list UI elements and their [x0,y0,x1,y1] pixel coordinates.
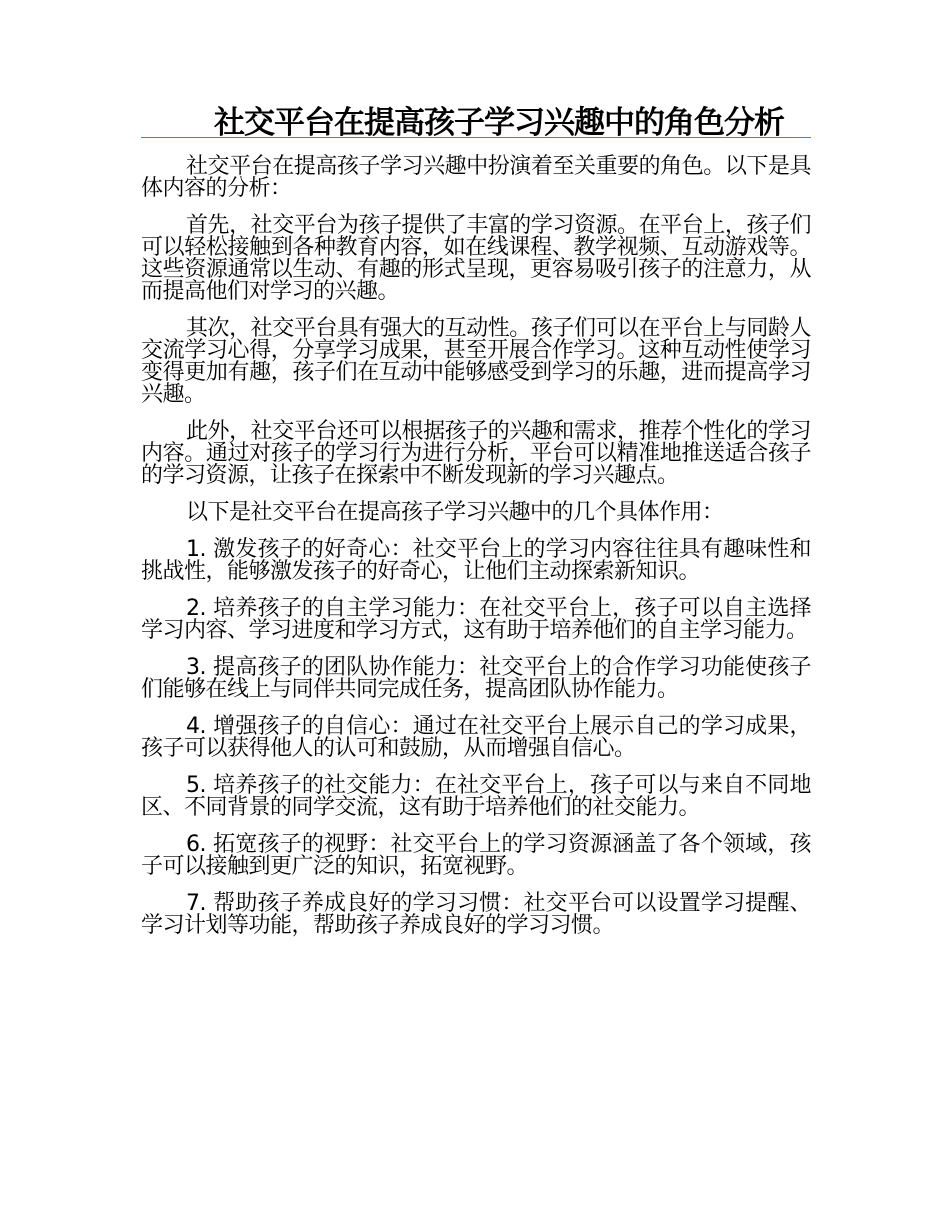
document-title: 社交平台在提高孩子学习兴趣中的角色分析 [214,105,784,141]
document-page [141,104,811,952]
paragraph-intro: 社交平台在提高孩子学习兴趣中扮演着至关重要的角色。以下是具体内容的分析： [141,154,811,201]
paragraph-interaction: 其次，社交平台具有强大的互动性。孩子们可以在平台上与同龄人交流学习心得，分享学习成果，甚至开展合作学习。这种互动性使学习变得更加有趣，孩子们在互动中能够感受到学习的乐趣，进而提高学习兴趣。 [141,316,811,407]
list-item-teamwork: 3. 提高孩子的团队协作能力：社交平台上的合作学习功能使孩子们能够在线上与同伴共同完成任务，提高团队协作能力。 [141,655,811,702]
list-item-habits: 7. 帮助孩子养成良好的学习习惯：社交平台可以设置学习提醒、学习计划等功能，帮助孩子养成良好的学习习惯。 [141,891,811,938]
list-item-curiosity: 1. 激发孩子的好奇心：社交平台上的学习内容往往具有趣味性和挑战性，能够激发孩子的好奇心，让他们主动探索新知识。 [141,537,811,584]
list-item-social-skills: 5. 培养孩子的社交能力：在社交平台上，孩子可以与来自不同地区、不同背景的同学交流，这有助于培养他们的社交能力。 [141,773,811,820]
list-item-confidence: 4. 增强孩子的自信心：通过在社交平台上展示自己的学习成果，孩子可以获得他人的认可和鼓励，从而增强自信心。 [141,714,811,761]
paragraph-resources: 首先，社交平台为孩子提供了丰富的学习资源。在平台上，孩子们可以轻松接触到各种教育内容，如在线课程、教学视频、互动游戏等。这些资源通常以生动、有趣的形式呈现，更容易吸引孩子的注意力，从而提高他们对学习的兴趣。 [141,213,811,304]
paragraph-personalization: 此外，社交平台还可以根据孩子的兴趣和需求，推荐个性化的学习内容。通过对孩子的学习行为进行分析，平台可以精准地推送适合孩子的学习资源，让孩子在探索中不断发现新的学习兴趣点。 [141,419,811,488]
list-item-horizons: 6. 拓宽孩子的视野：社交平台上的学习资源涵盖了各个领域，孩子可以接触到更广泛的知识，拓宽视野。 [141,832,811,879]
paragraph-roles-intro: 以下是社交平台在提高孩子学习兴趣中的几个具体作用： [186,500,724,525]
list-item-self-learning: 2. 培养孩子的自主学习能力：在社交平台上，孩子可以自主选择学习内容、学习进度和学习方式，这有助于培养他们的自主学习能力。 [141,596,811,643]
